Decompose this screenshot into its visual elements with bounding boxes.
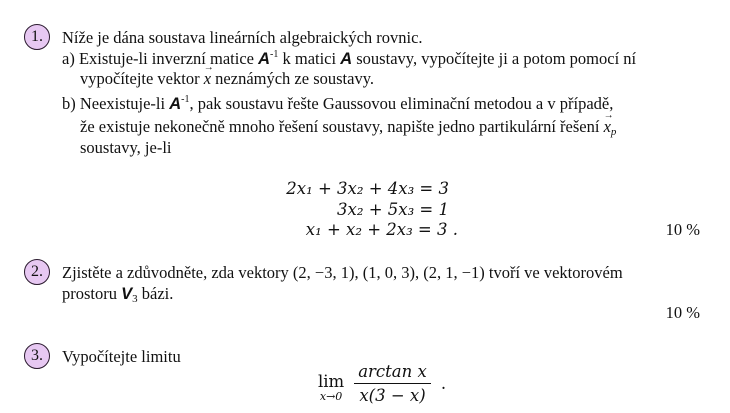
matrix-symbol: A [169, 95, 182, 113]
part-a-text: a) Existuje-li inverzní matice [62, 49, 259, 68]
problem-number: 3. [31, 347, 43, 364]
vector-x: → x [204, 69, 211, 89]
problem-number-badge [24, 259, 50, 285]
problem-text: prostoru [62, 284, 122, 303]
points-value: 10 % [665, 220, 700, 239]
part-b-line2 [80, 117, 616, 137]
problem-text: bázi. [137, 284, 174, 303]
problem-text: Zjistěte a zdůvodněte, zda vektory (2, −3, 1), (1, 0, 3), (2, 1, −1) tvoří ve vektorovém [62, 263, 623, 282]
vector-space-symbol: V [121, 285, 133, 303]
limit-operator [318, 372, 344, 402]
part-b-line1 [62, 94, 613, 114]
end-dot: . [440, 374, 447, 393]
part-a-text: neznámých ze soustavy. [211, 69, 375, 88]
problem-number: 2. [31, 263, 43, 280]
vector-subscript: p [610, 126, 617, 138]
points-value: 10 % [665, 303, 700, 322]
part-a-text: k matici [278, 49, 341, 68]
fraction-denominator: x(3 − x) [359, 386, 426, 405]
problem-text-line2 [62, 284, 173, 304]
limit-expression [318, 362, 446, 405]
part-a-line1 [62, 49, 636, 69]
lim-label: lim [318, 371, 345, 391]
fraction-numerator: arctan x [354, 362, 431, 384]
matrix-symbol: A [258, 50, 271, 68]
problem-text: Vypočítejte limitu [62, 347, 181, 366]
part-a-line2 [80, 69, 374, 89]
inverse-exponent: -1 [181, 94, 190, 105]
part-b-text: , pak soustavu řešte Gaussovou eliminační metodou a v případě, [189, 94, 614, 113]
vector-space-subscript: 3 [132, 293, 138, 305]
part-a-text: vypočítejte vektor [80, 69, 204, 88]
part-a-text: soustavy, vypočítejte ji a potom pomocí ní [352, 49, 637, 68]
equation-1: 2x₁ + 3x₂ + 4x₃ = 3 [286, 179, 449, 198]
problem-number-badge [24, 343, 50, 369]
part-b-text: b) Neexistuje-li [62, 94, 170, 113]
problem-number: 1. [31, 28, 43, 45]
vector-x-particular: → x [604, 117, 611, 137]
equation-3: x₁ + x₂ + 2x₃ = 3 . [305, 220, 458, 239]
problem-intro: Níže je dána soustava lineárních algebraických rovnic. [62, 28, 423, 47]
lim-subscript: x→0 [319, 389, 343, 403]
part-b-text: že existuje nekonečně mnoho řešení soustavy, napište jedno partikulární řešení [80, 117, 604, 136]
fraction [354, 362, 431, 405]
part-b-line3: soustavy, je-li [80, 138, 172, 157]
equation-2: 3x₂ + 5x₃ = 1 [337, 200, 449, 219]
matrix-symbol: A [340, 50, 353, 68]
inverse-exponent: -1 [270, 49, 279, 60]
problem-number-badge [24, 24, 50, 50]
